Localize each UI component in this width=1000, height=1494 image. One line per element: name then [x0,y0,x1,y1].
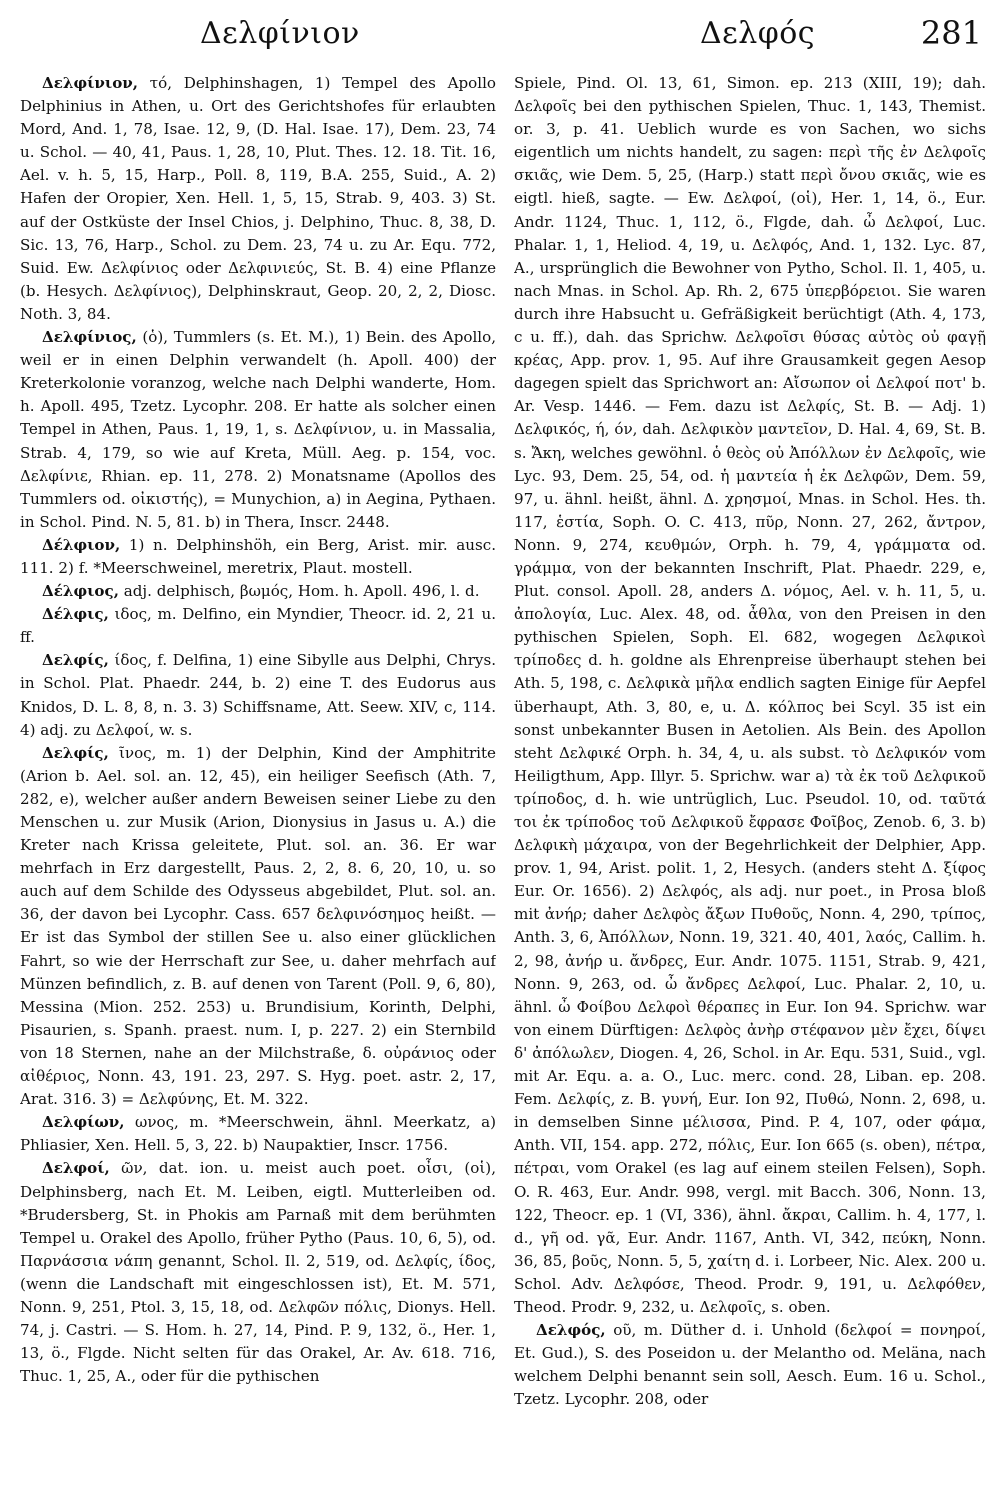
entry-text: (ὁ), Tummlers (s. Et. M.), 1) Bein. des Apollo, weil er in einen Delphin verwandelt (h. Apoll. 400) der Kreterkolonie voranzog, welche nach Delphi wanderte, Hom. h. Apoll. 495, Tzetz. Lycophr. 208. Er hatte als solcher einen Tempel in Athen, Paus. 1, 19, 1, s. Δελφίνιον, u. in Massalia, Strab. 4, 179, so wie auf Kreta, Müll. Aeg. p. 154, voc. Δελφίνιε, Rhian. ep. 11, 278. 2) Monatsname (Apollos des Tummlers od. οἰκιστής), = Munychion, a) in Aegina, Pythaen. in Schol. Pind. N. 5, 81. b) in Thera, Inscr. 2448. [20,328,496,531]
entry-headword: Δελφός, [536,1321,606,1340]
dictionary-entry [20,603,496,649]
entry-headword: Δελφίων, [42,1113,125,1132]
dictionary-entry [20,580,496,603]
entry-text: Spiele, Pind. Ol. 13, 61, Simon. ep. 213 (XIII, 19); dah. Δελφοῖς bei den pythischen Spielen, Thuc. 1, 143, Themist. or. 3, p. 41. Ueblich wurde es von Sachen, wo sichs eigentlich um nichts handelt, zu sagen: περὶ τῆς ἐν Δελφοῖς σκιᾶς, wie Dem. 5, 25, (Harp.) statt περὶ ὄνου σκιᾶς, wie es eigtl. hieß, sagte. — Ew. Δελφοί, (οἱ), Her. 1, 14, ö., Eur. Andr. 1124, Thuc. 1, 112, ö., Flgde, dah. ὦ Δελφοί, Luc. Phalar. 1, 1, Heliod. 4, 19, u. Δελφός, And. 1, 132. Lyc. 87, A., ursprünglich die Bewohner von Pytho, Schol. Il. 1, 405, u. nach Mnas. in Schol. Ap. Rh. 2, 675 ὑπερβόρειοι. Sie waren durch ihre Habsucht u. Gefräßigkeit berüchtigt (Ath. 4, 173, c u. ff.), dah. das Sprichw. Δελφοῖσι θύσας αὐτὸς οὐ φαγῇ κρέας, App. prov. 1, 95. Auf ihre Grausamkeit gegen Aesop dagegen spielt das Sprichwort an: Αἴσωπον οἱ Δελφοί ποτ' b. Ar. Vesp. 1446. — Fem. dazu ist Δελφίς, St. B. — Adj. 1) Δελφικός, ή, όν, dah. Δελφικὸν μαντεῖον, D. Hal. 4, 69, St. B. s. Ἄκη, welches gewöhnl. ὁ θεὸς οὐ Ἀπόλλων ἐν Δελφοῖς, wie Lyc. 93, Dem. 25, 54, od. ἡ μαντεία ἡ ἐκ Δελφῶν, Dem. 59, 97, u. ähnl. heißt, ähnl. Δ. χρησμοί, Mnas. in Schol. Hes. th. 117, ἑστία, Soph. O. C. 413, πῦρ, Nonn. 27, 262, ἄντρον, Nonn. 9, 274, κευθμών, Orph. h. 79, 4, γράμματα od. γράμμα, von der bekannten Inschrift, Plat. Phaedr. 229, e, Plut. consol. Apoll. 28, anders Δ. νόμος, Ael. v. h. 11, 5, u. ἀπολογία, Luc. Alex. 48, od. ἆθλα, von den Preisen in den pythischen Spielen, Soph. El. 682, wogegen Δελφικοὶ τρίποδες d. h. goldne als Ehrenpreise überhaupt stehen bei Ath. 5, 198, c. Δελφικὰ μῆλα endlich sagten Einige für Aepfel überhaupt, Ath. 3, 80, e, u. Δ. κόλπος bei Scyl. 35 ist ein sonst unbekannter Busen in Aetolien. Als Bein. des Apollon steht Δελφικέ Orph. h. 34, 4, u. als subst. τὸ Δελφικόν vom Heiligthum, App. Illyr. 5. Sprichw. war a) τὰ ἐκ τοῦ Δελφικοῦ τρίποδος, d. h. wie untrüglich, Luc. Pseudol. 10, od. ταῦτά τοι ἐκ τρίποδος τοῦ Δελφικοῦ ἔφρασε Φοῖβος, Zenob. 6, 3. b) Δελφικὴ μάχαιρα, von der Begehrlichkeit der Delphier, App. prov. 1, 94, Arist. polit. 1, 2, Hesych. (anders steht Δ. ξίφος Eur. Or. 1656). 2) Δελφός, als adj. nur poet., in Prosa bloß mit ἀνήρ; daher Δελφὸς ἄξων Πυθοῦς, Nonn. 4, 290, τρίπος, Anth. 3, 6, Ἀπόλλων, Nonn. 19, 321. 40, 401, λαός, Callim. h. 2, 98, ἀνήρ u. ἄνδρες, Eur. Andr. 1075. 1151, Strab. 9, 421, Nonn. 9, 263, od. ὦ ἄνδρες Δελφοί, Luc. Phalar. 2, 10, u. ähnl. ὦ Φοίβου Δελφοὶ θέραπες in Eur. Ion 94. Sprichw. war von einem Dürftigen: Δελφὸς ἀνὴρ στέφανον μὲν ἔχει, δίψει δ' ἀπόλωλεν, Diogen. 4, 26, Schol. in Ar. Equ. 531, Suid., vgl. mit Ar. Equ. a. a. O., Luc. merc. cond. 28, Liban. ep. 208. Fem. Δελφίς, z. B. γυνή, Eur. Ion 92, Πυθώ, Nonn. 2, 698, u. in demselben Sinne μέλισσα, Pind. P. 4, 107, oder φάμα, Anth. VII, 154. app. 272, πόλις, Eur. Ion 665 (s. oben), πέτρα, πέτραι, vom Orakel (es lag auf einem steilen Felsen), Soph. O. R. 463, Eur. Andr. 998, vergl. mit Bacch. 306, Nonn. 13, 122, Theocr. ep. 1 (VI, 336), ähnl. ἄκραι, Callim. h. 4, 177, l. d., γῆ od. γᾶ, Eur. Andr. 1167, Anth. VI, 342, πεύκη, Nonn. 36, 85, βοῦς, Nonn. 5, 5, χαίτη d. i. Lorbeer, Nic. Alex. 200 u. Schol. Adv. Δελφόσε, Theod. Prodr. 9, 191, u. Δελφόθεν, Theod. Prodr. 9, 232, u. Δελφοῖς, s. oben. [514,74,986,1316]
dictionary-entry [514,1319,986,1411]
entry-text: ωνος, m. *Meerschwein, ähnl. Meerkatz, a) Phliasier, Xen. Hell. 5, 3, 22. b) Naupaktier, Inscr. 1756. [20,1113,496,1155]
dictionary-entry [20,72,496,326]
entry-text: οῦ, m. Düther d. i. Unhold (δελφοί = πονηροί, Et. Gud.), S. des Poseidon u. der Melantho od. Meläna, nach welchem Delphi benannt sein soll, Aesch. Eum. 16 u. Schol., Tzetz. Lycophr. 208, oder [514,1321,986,1409]
left-column [20,72,496,1482]
page-number: 281 [920,14,982,52]
entry-headword: Δελφίς, [42,651,109,670]
entry-text: adj. delphisch, βωμός, Hom. h. Apoll. 496, l. d. [123,582,480,601]
dictionary-entry [20,649,496,741]
dictionary-entry [20,534,496,580]
entry-headword: Δελφίς, [42,743,109,762]
entry-headword: Δελφίνιον, [42,74,139,92]
left-catchword: Δελφίνιον [200,16,360,51]
entry-text: ιδος, m. Delfino, ein Myndier, Theocr. id. 2, 21 u. ff. [20,605,496,647]
dictionary-entry [20,742,496,1112]
entry-headword: Δελφοί, [42,1159,110,1178]
entry-headword: Δέλφις, [42,605,109,624]
dictionary-entry [20,1111,496,1157]
entry-text: ίδος, f. Delfina, 1) eine Sibylle aus Delphi, Chrys. in Schol. Plat. Phaedr. 244, b. 2) eine T. des Eudorus aus Knidos, D. L. 8, 8, n. 3. 3) Schiffsname, Att. Seew. XIV, c, 114. 4) adj. zu Δελφοί, w. s. [20,651,496,739]
entry-text: ῖνος, m. 1) der Delphin, Kind der Amphitrite (Arion b. Ael. sol. an. 12, 45), ein heiliger Seefisch (Ath. 7, 282, e), welcher außer andern Beweisen seiner Liebe zu den Menschen u. zur Musik (Arion, Dionysius in Jasus u. A.) die Kreter nach Krissa geleitete, Plut. sol. an. 36. Er war mehrfach in Erz dargestellt, Paus. 2, 2, 8. 6, 20, 10, u. so auch auf dem Schilde des Odysseus abgebildet, Plut. sol. an. 36, der davon bei Lycophr. Cass. 657 δελφινόσημος heißt. — Er ist das Symbol der stillen See u. also einer glücklichen Fahrt, so wie der Herrschaft zur See, u. daher mehrfach auf Münzen befindlich, z. B. auf denen von Tarent (Poll. 9, 6, 80), Messina (Mion. 252. 253) u. Brundisium, Korinth, Delphi, Pisaurien, s. Spanh. praest. num. I, p. 227. 2) ein Sternbild von 18 Sternen, nahe an der Milchstraße, δ. οὐράνιος oder αἰθέριος, Nonn. 43, 191. 23, 297. S. Hyg. poet. astr. 2, 17, Arat. 316. 3) = Δελφύνης, Et. M. 322. [20,743,496,1109]
dictionary-entry [20,326,496,534]
entry-text: ῶν, dat. ion. u. meist auch poet. οἶσι, (οἱ), Delphinsberg, nach Et. M. Leiben, eigtl. Mutterleiben od. *Brudersberg, St. in Phokis am Parnaß mit dem berühmten Tempel u. Orakel des Apollo, früher Pytho (Paus. 10, 6, 5), od. Παρνάσσια νάπη genannt, Schol. Il. 2, 519, od. Δελφίς, ίδος, (wenn die Landschaft mit eingeschlossen ist), Et. M. 571, Nonn. 9, 251, Ptol. 3, 15, 18, od. Δελφῶν πόλις, Dionys. Hell. 74, j. Castri. — S. Hom. h. 27, 14, Pind. P. 9, 132, ö., Her. 1, 13, ö., Flgde. Nicht selten für das Orakel, Ar. Av. 618. 716, Thuc. 1, 25, A., oder für die pythischen [20,1159,496,1386]
right-column [514,72,986,1482]
entry-headword: Δέλφιος, [42,582,119,601]
right-catchword: Δελφός [700,16,816,51]
dictionary-entry [20,1157,496,1388]
entry-text: τό, Delphinshagen, 1) Tempel des Apollo Delphinius in Athen, u. Ort des Gerichtshofes für erlaubten Mord, And. 1, 78, Isae. 12, 9, (D. Hal. Isae. 17), Dem. 23, 74 u. Schol. — 40, 41, Paus. 1, 28, 10, Plut. Thes. 12. 18. Tit. 16, Ael. v. h. 5, 15, Harp., Poll. 8, 119, B.A. 255, Suid., A. 2) Hafen der Oropier, Xen. Hell. 1, 5, 15, Strab. 9, 403. 3) St. auf der Ostküste der Insel Chios, j. Delphino, Thuc. 8, 38, D. Sic. 13, 76, Harp., Schol. zu Dem. 23, 74 u. zu Ar. Equ. 772, Suid. Ew. Δελφίνιος oder Δελφινιεύς, St. B. 4) eine Pflanze (b. Hesych. Δελφίνιος), Delphinskraut, Geop. 20, 2, 2, Diosc. Noth. 3, 84. [20,74,496,323]
dictionary-entry [514,72,986,1319]
entry-headword: Δέλφιον, [42,535,121,554]
entry-text: 1) n. Delphinshöh, ein Berg, Arist. mir. ausc. 111. 2) f. *Meerschweinel, meretrix, Plaut. mostell. [20,535,496,577]
entry-headword: Δελφίνιος, [42,328,137,347]
page-header [0,0,1000,80]
